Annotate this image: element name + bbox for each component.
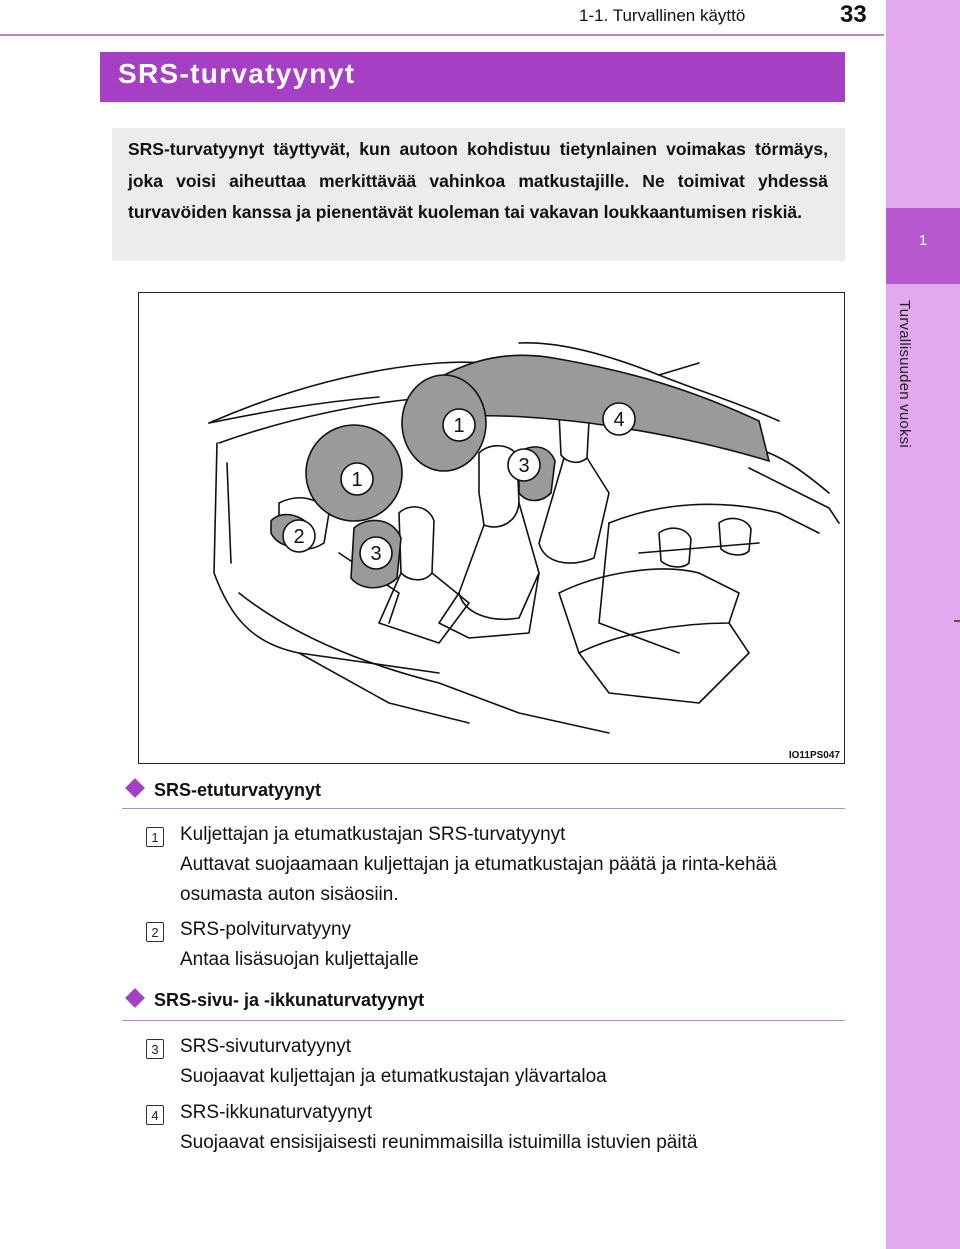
svg-text:3: 3 xyxy=(370,543,382,565)
side-tick-mark xyxy=(954,620,960,622)
item-description: Antaa lisäsuojan kuljettajalle xyxy=(180,949,419,970)
section-rule xyxy=(122,808,845,809)
svg-text:3: 3 xyxy=(518,455,530,477)
item-number-badge: 3 xyxy=(146,1039,164,1059)
item-knee-airbag xyxy=(180,915,840,975)
section-rule xyxy=(122,1020,845,1021)
item-front-airbags xyxy=(180,820,840,910)
item-description: Suojaavat kuljettajan ja etumatkustajan ylävartaloa xyxy=(180,1066,607,1087)
svg-text:2: 2 xyxy=(293,526,305,548)
chapter-side-tab xyxy=(886,0,960,1249)
item-title: SRS-polviturvatyyny xyxy=(180,919,352,940)
intro-box xyxy=(112,128,845,261)
item-side-airbags xyxy=(180,1032,840,1092)
item-number-badge: 2 xyxy=(146,922,164,942)
diamond-bullet-icon xyxy=(125,778,145,798)
airbag-illustration xyxy=(138,292,845,764)
figure-id: IO11PS047 xyxy=(788,750,840,761)
car-interior-drawing xyxy=(139,293,844,763)
chapter-label: Turvallisuuden vuoksi xyxy=(896,300,913,448)
callout-4-curtain xyxy=(603,403,635,435)
item-title: SRS-sivuturvatyynyt xyxy=(180,1036,352,1057)
callout-1-driver xyxy=(341,463,373,495)
page-number: 33 xyxy=(840,1,867,28)
item-description: Auttavat suojaamaan kuljettajan ja etumatkustajan päätä ja rinta-kehää osumasta auton sisäosiin. xyxy=(180,854,777,905)
item-description: Suojaavat ensisijaisesti reunimmaisilla istuimilla istuvien päitä xyxy=(180,1132,698,1153)
svg-text:4: 4 xyxy=(613,409,625,431)
item-number-badge: 4 xyxy=(146,1105,164,1125)
callout-1-passenger xyxy=(443,409,475,441)
callout-2-knee xyxy=(283,520,315,552)
chapter-number: 1 xyxy=(918,232,928,249)
item-number-badge: 1 xyxy=(146,827,164,847)
page-title-bar xyxy=(100,52,845,102)
item-title: SRS-ikkunaturvatyynyt xyxy=(180,1102,373,1123)
intro-text: SRS-turvatyynyt täyttyvät, kun autoon kohdistuu tietynlainen voimakas törmäys, joka voisi aiheuttaa merkittävää vahinkoa matkustajille. Ne toimivat yhdessä turvavöiden kanssa ja pienentävät kuoleman tai vakavan loukkaantumisen riskiä. xyxy=(128,139,828,222)
item-title: Kuljettajan ja etumatkustajan SRS-turvatyynyt xyxy=(180,824,566,845)
callout-3-passenger-side xyxy=(508,449,540,481)
svg-text:1: 1 xyxy=(351,469,363,491)
header-rule xyxy=(0,34,884,36)
section-heading-side-curtain-airbags: SRS-sivu- ja -ikkunaturvatyynyt xyxy=(128,990,424,1011)
callout-3-driver-side xyxy=(360,537,392,569)
diamond-bullet-icon xyxy=(125,988,145,1008)
item-curtain-airbags xyxy=(180,1098,840,1158)
page-title: SRS-turvatyynyt xyxy=(118,58,356,89)
running-header-section: 1-1. Turvallinen käyttö xyxy=(579,6,746,25)
svg-text:1: 1 xyxy=(453,415,465,437)
section-heading-front-airbags: SRS-etuturvatyynyt xyxy=(128,780,321,801)
